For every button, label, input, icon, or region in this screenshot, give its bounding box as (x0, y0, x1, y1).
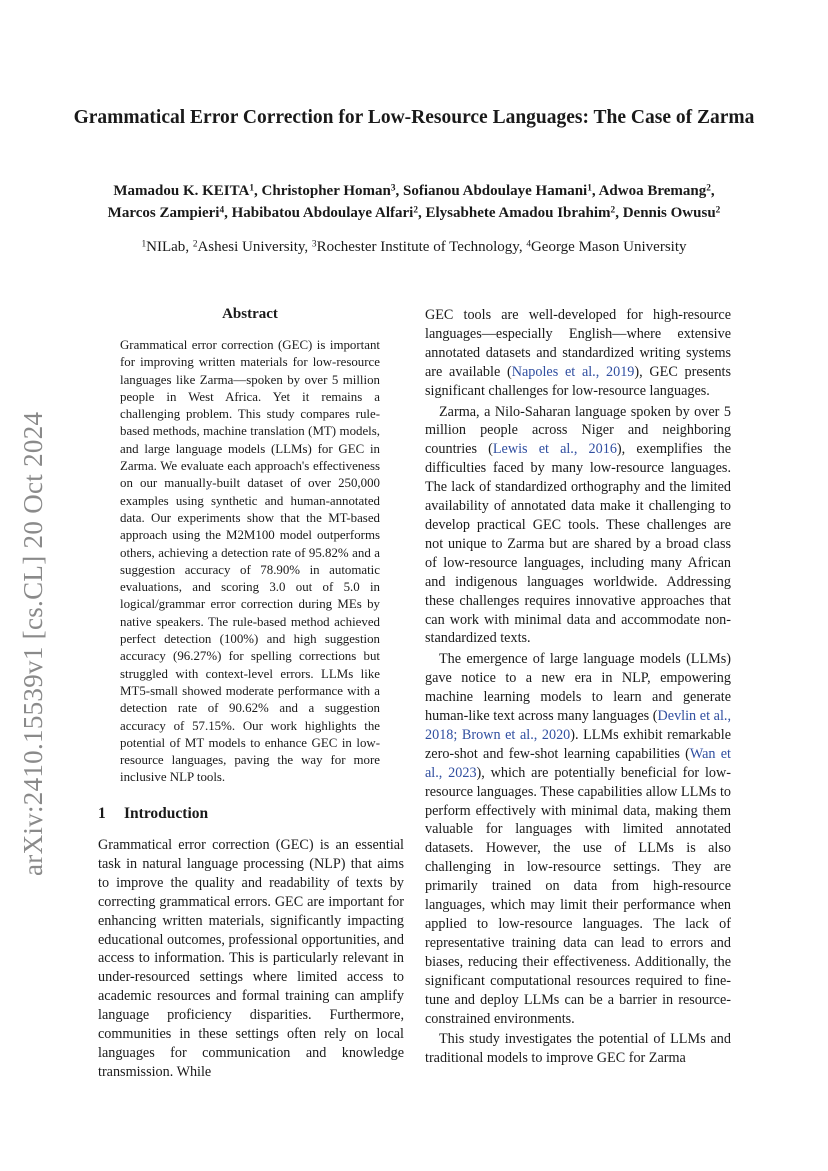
author-affiliation-mark: 2 (413, 205, 418, 216)
affiliation-name: Ashesi University (197, 239, 305, 255)
paragraph-text: ), GEC presents significant challenges for low-resource languages. (425, 363, 732, 399)
right-column (425, 306, 731, 1068)
author-affiliation-mark: 1 (587, 183, 592, 194)
citation-link[interactable]: Devlin et al., 2018 (425, 708, 731, 743)
author-name: Mamadou K. KEITA (113, 183, 250, 199)
citation-link[interactable]: Wan et al., 2023 (425, 745, 731, 781)
arxiv-identifier-stamp: arXiv:2410.15539v1 [cs.CL] 20 Oct 2024 (18, 411, 48, 876)
affiliation-name: George Mason University (530, 239, 687, 255)
author-affiliation-mark: 2 (715, 205, 721, 216)
author-name: Dennis Owusu (622, 205, 716, 221)
paragraph-text: ). LLMs exhibit remarkable zero-shot and few-shot learning capabilities ( (425, 726, 731, 762)
author-affiliation-mark: 3 (390, 183, 396, 194)
author-name: Elysabhete Amadou Ibrahim (425, 205, 611, 221)
introduction-paragraph-left: Grammatical error correction (GEC) is an essential task in natural language processing (NLP) that aims to improve the quality and readability of texts by correcting grammatical errors. GEC are important for enhancing written materials, significantly impacting educational outcomes, professional opportunities, and access to information. This is particularly relevant in under-resourced settings where limited access to academic resources and formal training can amplify language proficiency disparities. Furthermore, communities in these settings often rely on local languages for communication and knowledge transmission. While (98, 837, 404, 1080)
body-paragraph (425, 650, 731, 1028)
author-affiliation-mark: 4 (219, 205, 225, 216)
author-affiliation-mark: 2 (706, 183, 711, 194)
paragraph-text: ), exemplifies the difficulties faced by many low-resource languages. The lack of standardized orthography and the limited availability of annotated data make it challenging to develop practical GEC tools. These challenges are not unique to Zarma but are shared by a broad class of low-resource languages, including many African and indigenous languages worldwide. Addressing these challenges requires innovative approaches that can work with minimal data and accommodate non-standardized texts. (425, 441, 731, 647)
body-paragraph (425, 306, 731, 401)
citation-link[interactable]: Napoles et al., 2019 (511, 363, 635, 380)
affiliation-mark: 4 (526, 239, 531, 250)
paragraph-text: Zarma, a Nilo-Saharan language spoken by over 5 million people across Niger and neighboring countries ( (425, 403, 731, 458)
section-number: 1 (98, 805, 106, 822)
author-affiliation-mark: 2 (610, 205, 616, 216)
section-heading-introduction (98, 805, 208, 823)
body-paragraph (425, 403, 731, 649)
affiliation-mark: 2 (192, 239, 198, 250)
paragraph-text: GEC tools are well-developed for high-resource languages—especially English—where extensive annotated datasets and standardized writing systems are available ( (425, 307, 731, 380)
author-list: Mamadou K. KEITA$^1$, Christopher Homan$^3$, Sofianou Abdoulaye Hamani$^1$, Adwoa Bremang$^2$, Marcos Zampieri$^4$, Habibatou Abdoulaye Alfari$^2$, Elysabhete Amadou Ibrahim$^2$, Dennis Owusu$^2$ (107, 183, 721, 221)
abstract-heading: Abstract (222, 306, 278, 322)
citation-link[interactable]: Lewis et al., 2016 (492, 441, 617, 458)
author-name: Christopher Homan (261, 183, 391, 199)
author-name: Habibatou Abdoulaye Alfari (231, 205, 414, 221)
paragraph-text: The emergence of large language models (LLMs) gave notice to a new era in NLP, empowering machine learning models to learn and generate human-like text across many languages ( (425, 651, 731, 725)
author-affiliation-mark: 1 (249, 183, 255, 194)
author-name: Adwoa Bremang (598, 183, 707, 199)
paper-title: Grammatical Error Correction for Low-Resource Languages: The Case of Zarma (73, 107, 755, 128)
author-name: Sofianou Abdoulaye Hamani (403, 183, 588, 199)
citation-link[interactable]: Brown et al., 2020 (461, 726, 571, 743)
body-paragraph: This study investigates the potential of LLMs and traditional models to improve GEC for Zarma (425, 1031, 731, 1067)
affiliation-mark: 3 (311, 239, 317, 250)
author-name: Marcos Zampieri (107, 205, 220, 221)
section-title: Introduction (124, 805, 209, 822)
abstract-text: Grammatical error correction (GEC) is important for improving written materials for low-resource languages like Zarma—spoken by over 5 million people in West Africa. Yet it remains a challenging problem. This study compares rule-based methods, machine translation (MT) models, and large language models (LLMs) for GEC in Zarma. We evaluate each approach's effectiveness on our manually-built dataset of over 250,000 examples using synthetic and human-annotated data. Our experiments show that the MT-based approach using the M2M100 model outperforms others, achieving a detection rate of 95.82% and a suggestion accuracy of 78.90% in automatic evaluations, and scoring 3.0 out of 5.0 in logical/grammar error correction during MEs by native speakers. The rule-based method achieved perfect detection (100%) and high suggestion accuracy (96.27%) for spelling corrections but struggled with context-level errors. LLMs like MT5-small showed moderate performance with a detection rate of 90.62% and a suggestion accuracy of 57.15%. Our work highlights the potential of MT models to enhance GEC in low-resource languages, paving the way for more inclusive NLP tools. (120, 338, 380, 785)
affiliation-mark: 1 (141, 239, 147, 250)
affiliation-name: Rochester Institute of Technology (316, 239, 519, 255)
paragraph-text: ), which are potentially beneficial for low-resource languages. These capabilities allow LLMs to perform effectively with minimal data, making them valuable for languages with limited annotated datasets. However, the use of LLMs is also challenging in low-resource settings. They are primarily trained on data from high-resource languages, which may limit their performance when applied to low-resource languages. The lack of representative training data can lead to errors and biases, reducing their effectiveness. Additionally, the significant computational resources required to fine-tune and deploy LLMs can be a barrier in resource-constrained environments. (425, 764, 731, 1027)
citation-separator: ; (453, 726, 462, 743)
affiliation-name: NILab (146, 239, 186, 255)
affiliation-list: $^1$NILab, $^2$Ashesi University, $^3$Rochester Institute of Technology, $^4$George Mason University (141, 239, 687, 255)
